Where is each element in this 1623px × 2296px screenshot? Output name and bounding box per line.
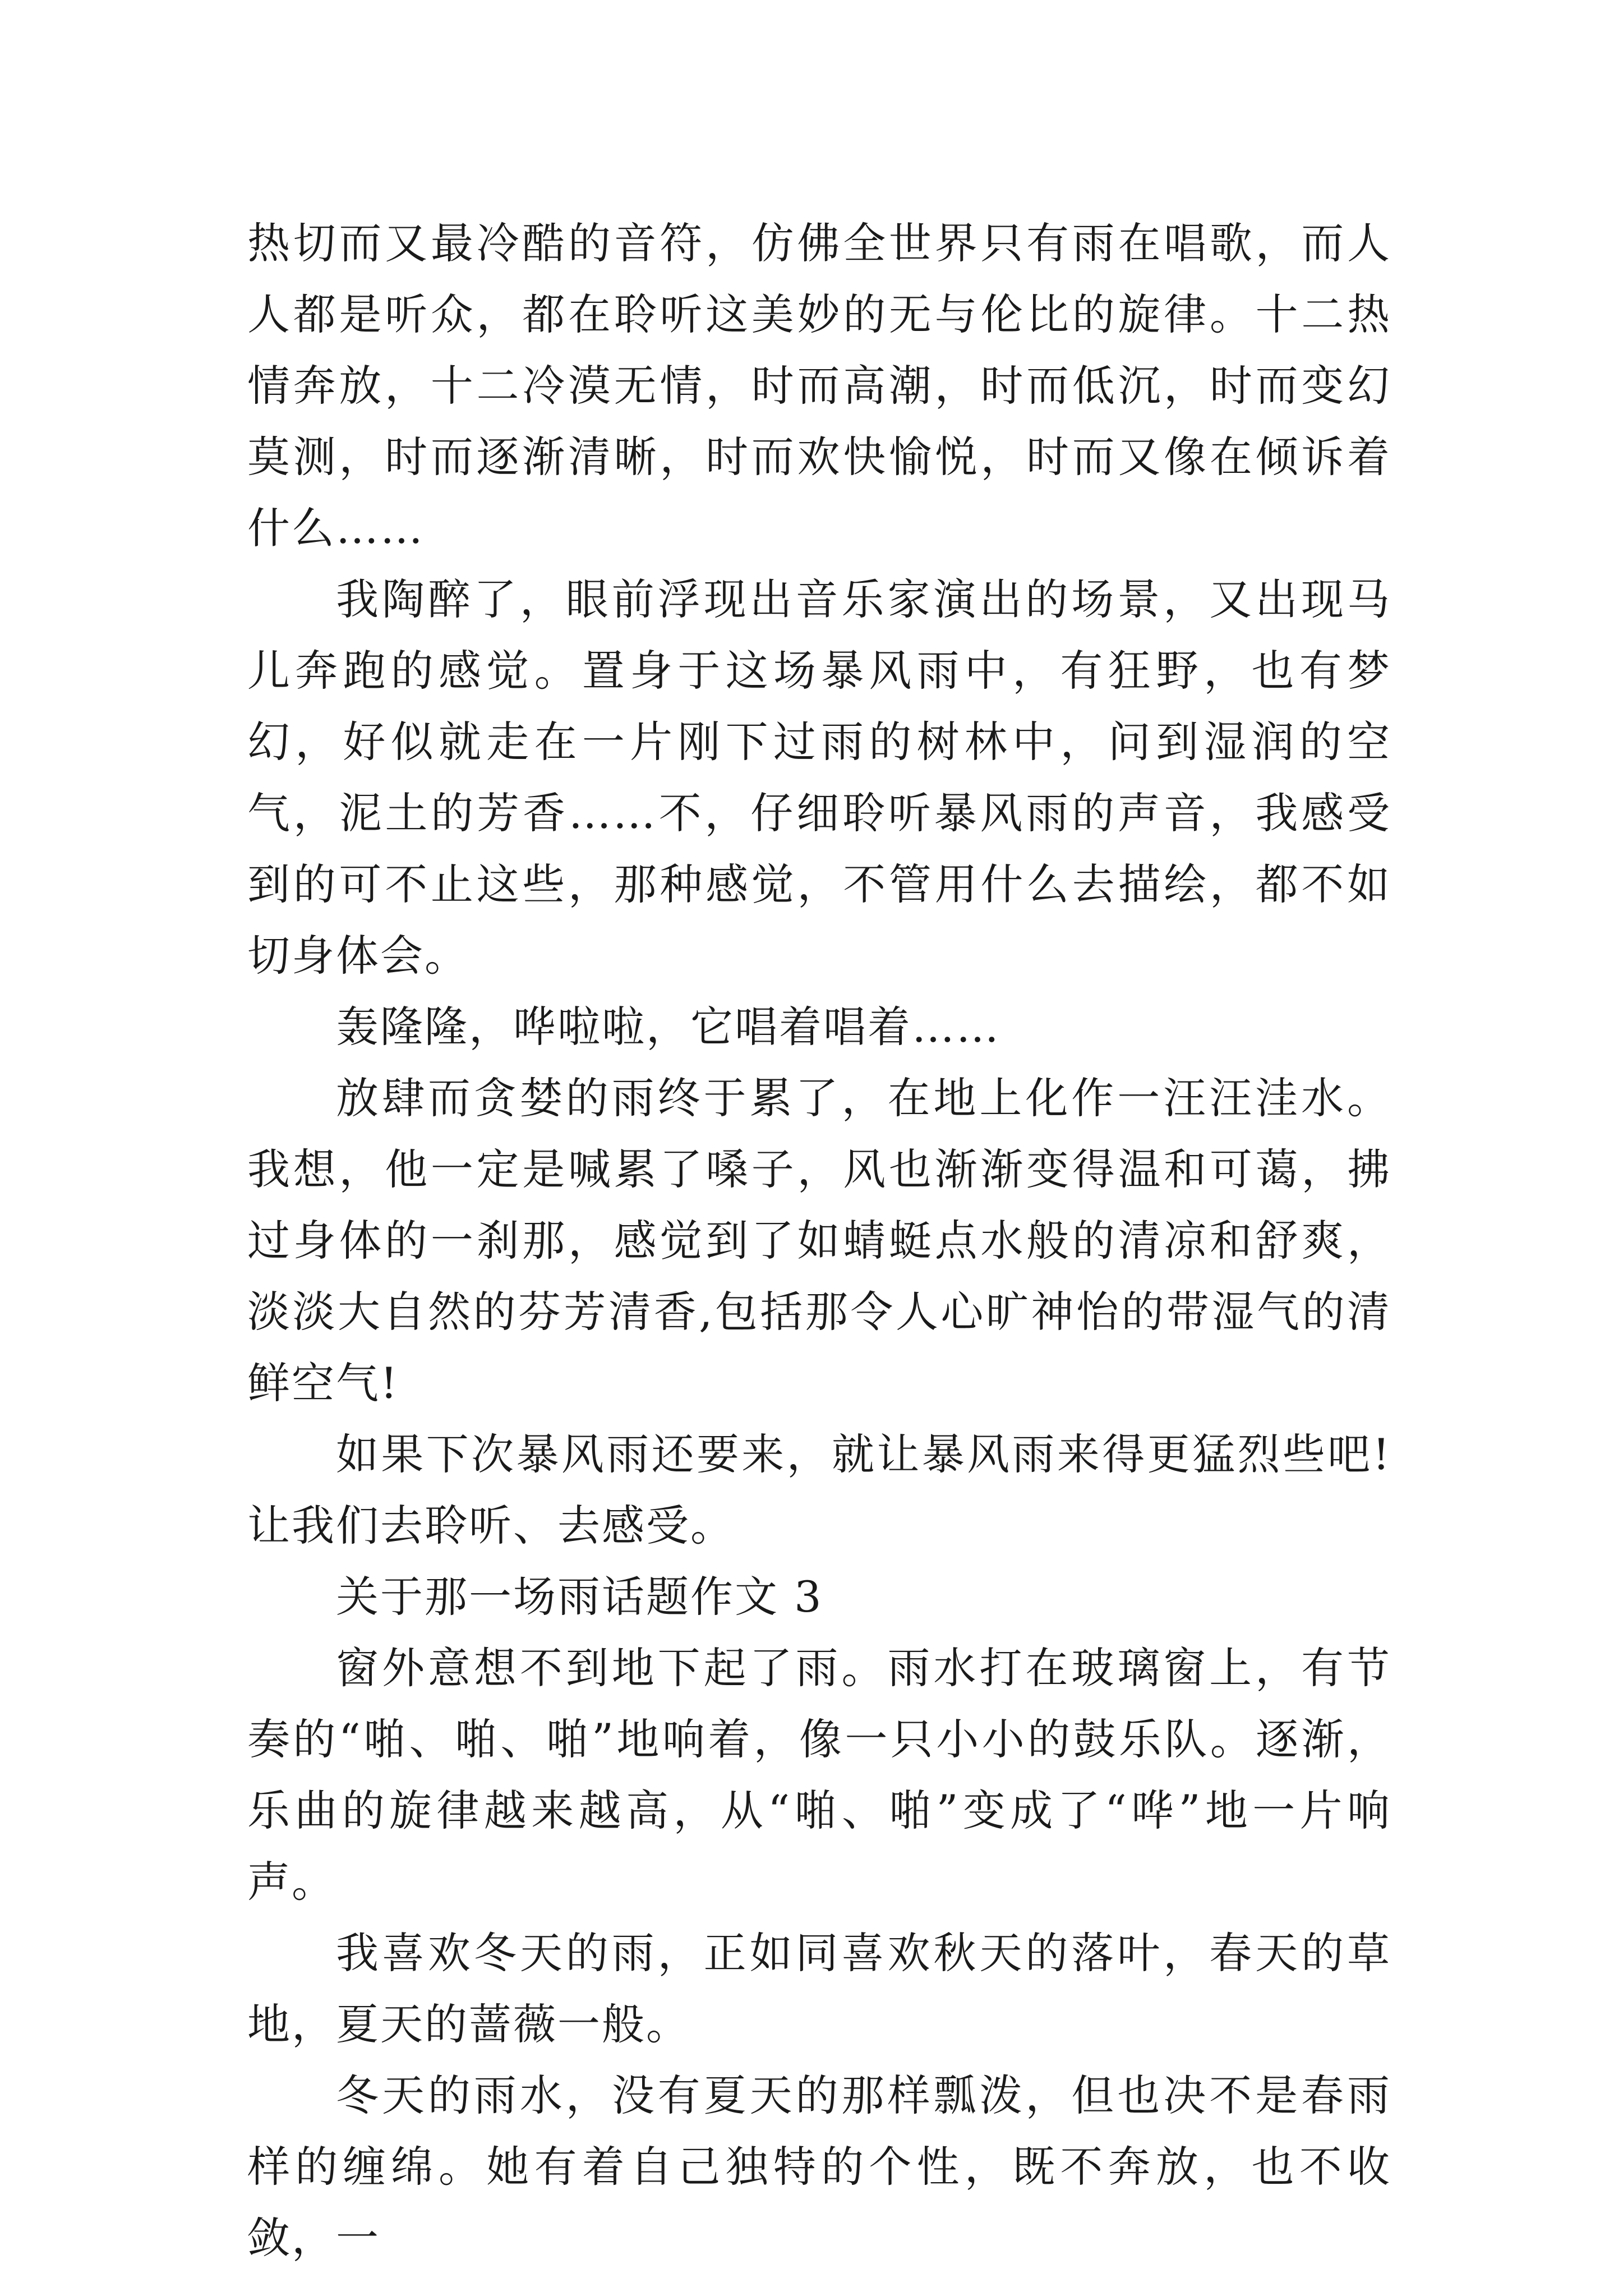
paragraph-continued: 热切而又最冷酷的音符，仿佛全世界只有雨在唱歌，而人人都是听众，都在聆听这美妙的无与伦比的旋律。十二热情奔放，十二冷漠无情，时而高潮，时而低沉，时而变幻莫测，时而逐渐清晰，时而欢快愉悦，时而又像在倾诉着什么…… xyxy=(247,218,1391,553)
paragraph: 轰隆隆，哗啦啦，它唱着唱着…… xyxy=(336,1002,1000,1052)
section-heading: 关于那一场雨话题作文 3 xyxy=(336,1572,823,1622)
paragraph: 如果下次暴风雨还要来，就让暴风雨来得更猛烈些吧!让我们去聆听、去感受。 xyxy=(247,1429,1391,1550)
paragraph: 我陶醉了，眼前浮现出音乐家演出的场景，又出现马儿奔跑的感觉。置身于这场暴风雨中，有狂野，也有梦幻，好似就走在一片刚下过雨的树林中，问到湿润的空气，泥土的芳香……不，仔细聆听暴风雨的声音，我感受到的可不止这些，那种感觉，不管用什么去描绘，都不如切身体会。 xyxy=(247,574,1391,981)
paragraph: 我喜欢冬天的雨，正如同喜欢秋天的落叶，春天的草地，夏天的蔷薇一般。 xyxy=(247,1928,1391,2049)
paragraph: 窗外意想不到地下起了雨。雨水打在玻璃窗上，有节奏的“啪、啪、啪”地响着，像一只小小的鼓乐队。逐渐，乐曲的旋律越来越高，从“啪、啪”变成了“哗”地一片响声。 xyxy=(247,1643,1391,1907)
paragraph: 冬天的雨水，没有夏天的那样瓢泼，但也决不是春雨样的缠绵。她有着自己独特的个性，既不奔放，也不收敛，一 xyxy=(247,2070,1391,2263)
document-body xyxy=(247,208,1391,2274)
paragraph: 放肆而贪婪的雨终于累了，在地上化作一汪汪洼水。我想，他一定是喊累了嗓子，风也渐渐变得温和可蔼，拂过身体的一刹那，感觉到了如蜻蜓点水般的清凉和舒爽，淡淡大自然的芬芳清香,包括那令人心旷神怡的带湿气的清鲜空气! xyxy=(247,1073,1391,1408)
